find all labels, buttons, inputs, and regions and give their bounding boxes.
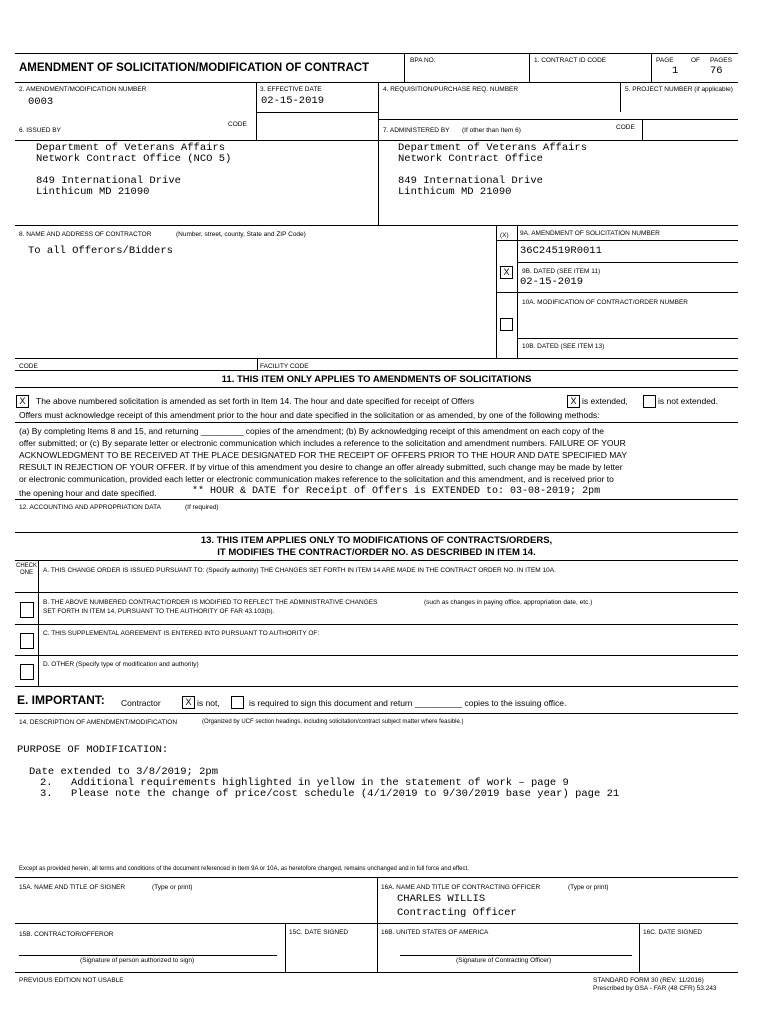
purpose-heading: PURPOSE OF MODIFICATION: xyxy=(17,744,169,756)
officer-signature-line[interactable] xyxy=(400,955,632,956)
description-line-3: Please note the change of price/cost schedule (4/1/2019 to 9/30/2019 base year) page 21 xyxy=(71,788,620,800)
section13-option-a: A. THIS CHANGE ORDER IS ISSUED PURSUANT TO: (Specify authority) THE CHANGES SET FORTH IN ITEM 14 ARE MADE IN THE CONTRACT ORDER NO. IN ITEM 10A. xyxy=(43,567,556,574)
option-c-checkbox[interactable] xyxy=(20,633,34,649)
accounting-label: 12. ACCOUNTING AND APPROPRIATION DATA xyxy=(19,504,161,511)
admin-line-2: Network Contract Office xyxy=(398,153,543,165)
is-not-checkbox[interactable]: X xyxy=(182,696,195,709)
issued-line-2: Network Contract Office (NCO 5) xyxy=(36,153,232,165)
item9b-label: 9B. DATED (SEE ITEM 11) xyxy=(522,268,601,275)
item9-checkbox[interactable]: X xyxy=(500,266,513,279)
section11-heading: 11. THIS ITEM ONLY APPLIES TO AMENDMENTS OF SOLICITATIONS xyxy=(221,374,532,385)
section11-para4: RESULT IN REJECTION OF YOUR OFFER. If by virtue of this amendment you desire to change an offer already submitted, such change may be made by letter xyxy=(19,462,623,472)
item10a-label: 10A. MODIFICATION OF CONTRACT/ORDER NUMBER xyxy=(522,299,688,306)
issued-line-1: Department of Veterans Affairs xyxy=(36,142,226,154)
section11-para6: the opening hour and date specified. xyxy=(19,488,157,498)
administered-by-note: (If other than Item 6) xyxy=(462,127,521,134)
officer-date-label: 16C. DATE SIGNED xyxy=(643,929,703,936)
description-label: 14. DESCRIPTION OF AMENDMENT/MODIFICATION xyxy=(19,719,178,726)
officer-title: Contracting Officer xyxy=(397,907,517,919)
issued-line-3: 849 International Drive xyxy=(36,175,181,187)
standard-form-label: STANDARD FORM 30 (REV. 11/2016) xyxy=(593,977,704,984)
check-one-label-1: CHECK xyxy=(16,563,38,569)
terms-statement: Except as provided herein, all terms and conditions of the document referenced in Item 9A or 10A, as heretofore changed, remains unchanged and in full force and effect. xyxy=(19,866,469,872)
section13-option-b-line2: SET FORTH IN ITEM 14, PURSUANT TO THE AUTHORITY OF FAR 43.103(b). xyxy=(43,608,275,615)
description-line-1: Date extended to 3/8/2019; 2pm xyxy=(29,766,219,778)
issued-line-4: Linthicum MD 21090 xyxy=(36,186,150,198)
solicitation-amended-checkbox[interactable]: X xyxy=(16,395,29,408)
solicitation-number-value: 36C24519R0011 xyxy=(520,245,602,257)
signer-name-label: 15A. NAME AND TITLE OF SIGNER xyxy=(19,884,126,891)
section13-option-b-note: (such as changes in paying office, appropriation date, etc.) xyxy=(424,599,593,606)
section13-option-d: D. OTHER (Specify type of modification and authority) xyxy=(43,661,199,668)
contract-id-label: 1. CONTRACT ID CODE xyxy=(534,57,607,64)
signature-person-caption: (Signature of person authorized to sign) xyxy=(80,957,195,964)
section11-line1: The above numbered solicitation is amended as set forth in Item 14. The hour and date specified for receipt of Offers xyxy=(36,396,475,406)
page-label: PAGE xyxy=(656,57,674,64)
item9a-label: 9A. AMENDMENT OF SOLICITATION NUMBER xyxy=(520,230,660,237)
contractor-value: To all Offerors/Bidders xyxy=(28,245,173,257)
accounting-note: (If required) xyxy=(185,504,219,511)
previous-edition-note: PREVIOUS EDITION NOT USABLE xyxy=(19,977,124,984)
option-b-checkbox[interactable] xyxy=(20,602,34,618)
important-contractor: Contractor xyxy=(121,698,161,708)
admin-line-1: Department of Veterans Affairs xyxy=(398,142,588,154)
section11-para2: offer submitted; or (c) By separate letter or electronic communication which includes a reference to the solicitation and amendment numbers. FAILURE OF YOUR xyxy=(19,438,626,448)
issued-by-label: 6. ISSUED BY xyxy=(19,127,61,134)
section13-heading-2: IT MODIFIES THE CONTRACT/ORDER NO. AS DESCRIBED IN ITEM 14. xyxy=(217,547,536,558)
contractor-signature-line[interactable] xyxy=(19,955,277,956)
officer-name: CHARLES WILLIS xyxy=(397,893,486,905)
section13-option-c: C. THIS SUPPLEMENTAL AGREEMENT IS ENTERED INTO PURSUANT TO AUTHORITY OF: xyxy=(43,630,320,637)
contractor-date-label: 15C. DATE SIGNED xyxy=(289,929,349,936)
item10-checkbox[interactable] xyxy=(500,318,513,331)
section11-para5: or electronic communication, provided each letter or electronic communication makes reference to the solicitation and this amendment, and is received prior to xyxy=(19,474,614,484)
is-not-extended-text: is not extended. xyxy=(658,396,719,406)
officer-name-note: (Type or print) xyxy=(568,884,609,891)
pages-label: PAGES xyxy=(710,57,732,64)
effective-date-label: 3. EFFECTIVE DATE xyxy=(260,86,322,93)
not-extended-checkbox[interactable] xyxy=(643,395,656,408)
section11-para3: ACKNOWLEDGMENT TO BE RECEIVED AT THE PLACE DESIGNATED FOR THE RECEIPT OF OFFERS PRIOR TO THE HOUR AND DATE SPECIFIED MAY xyxy=(19,450,628,460)
project-number-label: 5. PROJECT NUMBER (if applicable) xyxy=(625,86,733,93)
important-is-not: is not, xyxy=(197,698,220,708)
important-label: E. IMPORTANT: xyxy=(17,693,105,707)
description-number-2: 2. xyxy=(40,777,53,789)
contractor-note: (Number, street, county, State and ZIP Code) xyxy=(176,231,306,238)
contractor-label: 8. NAME AND ADDRESS OF CONTRACTOR xyxy=(19,231,152,238)
of-label: OF xyxy=(691,57,701,64)
description-number-3: 3. xyxy=(40,788,53,800)
extended-checkbox[interactable]: X xyxy=(567,395,580,408)
amendment-number-label: 2. AMENDMENT/MODIFICATION NUMBER xyxy=(19,86,147,93)
important-required: is required to sign this document and return __________ copies to the issuing office. xyxy=(249,698,567,708)
contractor-code-label: CODE xyxy=(19,363,38,370)
item10b-label: 10B. DATED (SEE ITEM 13) xyxy=(522,343,605,350)
officer-name-label: 16A. NAME AND TITLE OF CONTRACTING OFFICER xyxy=(381,884,541,891)
contractor-offeror-label: 15B. CONTRACTOR/OFFEROR xyxy=(19,931,114,938)
section13-heading-1: 13. THIS ITEM APPLIES ONLY TO MODIFICATIONS OF CONTRACTS/ORDERS, xyxy=(200,535,553,546)
section11-line2: Offers must acknowledge receipt of this amendment prior to the hour and date specified in the solicitation or as amended, by one of the following methods: xyxy=(19,410,600,420)
signer-name-note: (Type or print) xyxy=(152,884,193,891)
bpa-label: BPA NO. xyxy=(410,57,436,64)
requisition-label: 4. REQUISITION/PURCHASE REQ. NUMBER xyxy=(383,86,519,93)
issued-code-label: CODE xyxy=(228,121,247,128)
description-line-2: Additional requirements highlighted in yellow in the statement of work – page 9 xyxy=(71,777,569,789)
is-required-checkbox[interactable] xyxy=(231,696,244,709)
page-number: 1 xyxy=(672,65,679,77)
admin-line-4: Linthicum MD 21090 xyxy=(398,186,512,198)
section11-para1: (a) By completing Items 8 and 15, and returning _________ copies of the amendment; (b) By acknowledging receipt of this amendment on each copy of the xyxy=(19,426,604,436)
signature-officer-caption: (Signature of Contracting Officer) xyxy=(456,957,552,964)
page-count: 76 xyxy=(710,65,723,77)
facility-code-label: FACILITY CODE xyxy=(260,363,309,370)
united-states-label: 16B. UNITED STATES OF AMERICA xyxy=(381,929,489,936)
administered-by-label: 7. ADMINISTERED BY xyxy=(383,127,450,134)
is-extended-text: is extended, xyxy=(582,396,628,406)
check-one-label-2: ONE xyxy=(20,570,34,576)
effective-date-value: 02-15-2019 xyxy=(261,95,325,107)
amendment-number-value: 0003 xyxy=(28,96,54,108)
section13-option-b-line1: B. THE ABOVE NUMBERED CONTRACT/ORDER IS MODIFIED TO REFLECT THE ADMINISTRATIVE CHANGES xyxy=(43,599,378,606)
extended-note: ** HOUR & DATE for Receipt of Offers is EXTENDED to: 03-08-2019; 2pm xyxy=(192,486,601,497)
prescribed-by-label: Prescribed by GSA - FAR (48 CFR) 53.243 xyxy=(593,985,717,992)
form-title: AMENDMENT OF SOLICITATION/MODIFICATION OF CONTRACT xyxy=(19,62,370,74)
admin-code-label: CODE xyxy=(616,124,635,131)
description-note: (Organized by UCF section headings, including solicitation/contract subject matter where feasible.) xyxy=(202,719,464,725)
x-column-label: (X) xyxy=(500,232,509,239)
option-d-checkbox[interactable] xyxy=(20,664,34,680)
item9b-date-value: 02-15-2019 xyxy=(520,276,584,288)
admin-line-3: 849 International Drive xyxy=(398,175,543,187)
